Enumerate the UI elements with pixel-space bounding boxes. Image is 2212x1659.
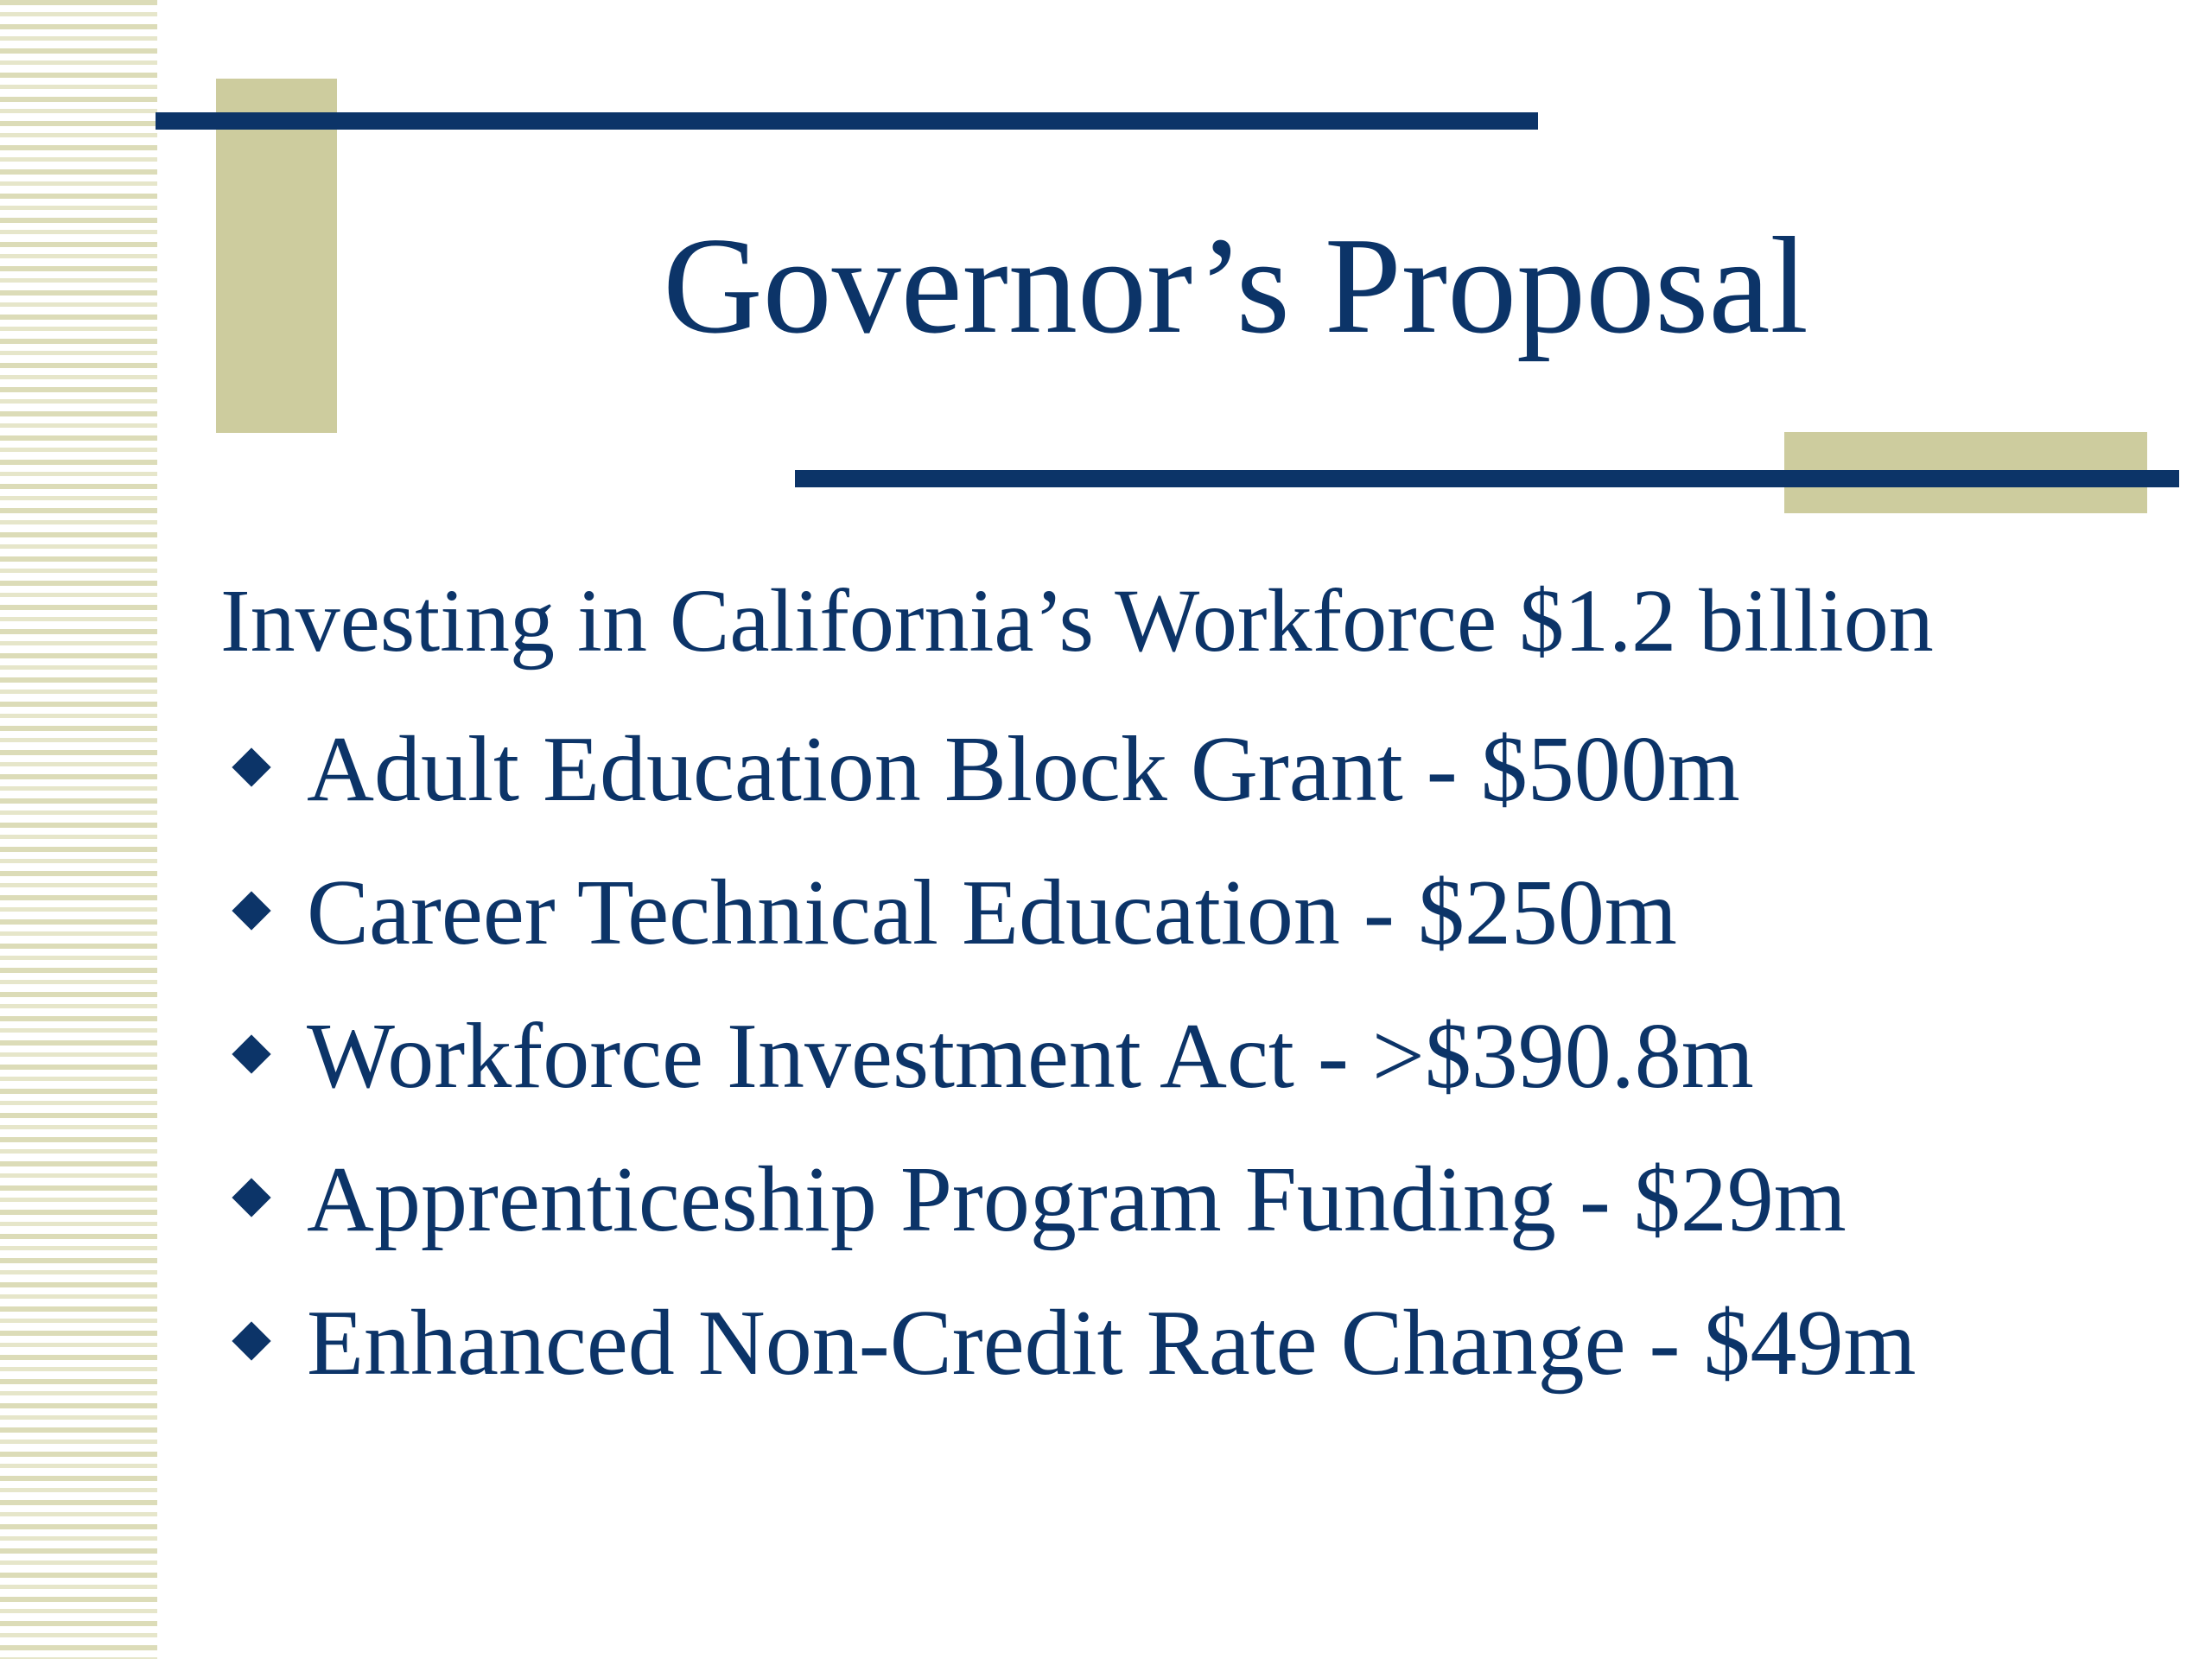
diamond-bullet-icon [232,891,270,930]
bullet-text: Apprenticeship Program Funding - $29m [307,1148,1847,1251]
decorative-line-top [156,112,1538,130]
bullet-text: Career Technical Education - $250m [307,861,1677,964]
bullet-item [220,842,2139,985]
bullet-text: Enhanced Non-Credit Rate Change - $49m [307,1292,1916,1395]
intro-text: Investing in California’s Workforce $1.2 billion [220,571,1934,671]
striped-side-band [0,0,157,1659]
bullet-item [220,1272,2139,1415]
bullet-item [220,985,2139,1128]
decorative-block-left [216,79,337,433]
slide-title: Governor’s Proposal [663,208,1808,362]
diamond-bullet-icon [232,747,270,786]
bullet-list [220,698,2139,1415]
diamond-bullet-icon [232,1178,270,1217]
bullet-text: Workforce Investment Act - >$390.8m [307,1005,1754,1108]
diamond-bullet-icon [232,1321,270,1360]
diamond-bullet-icon [232,1034,270,1073]
bullet-text: Adult Education Block Grant - $500m [307,718,1740,821]
bullet-item [220,1128,2139,1272]
decorative-line-bottom [795,470,2179,487]
bullet-item [220,698,2139,842]
slide-content [220,562,2139,1415]
